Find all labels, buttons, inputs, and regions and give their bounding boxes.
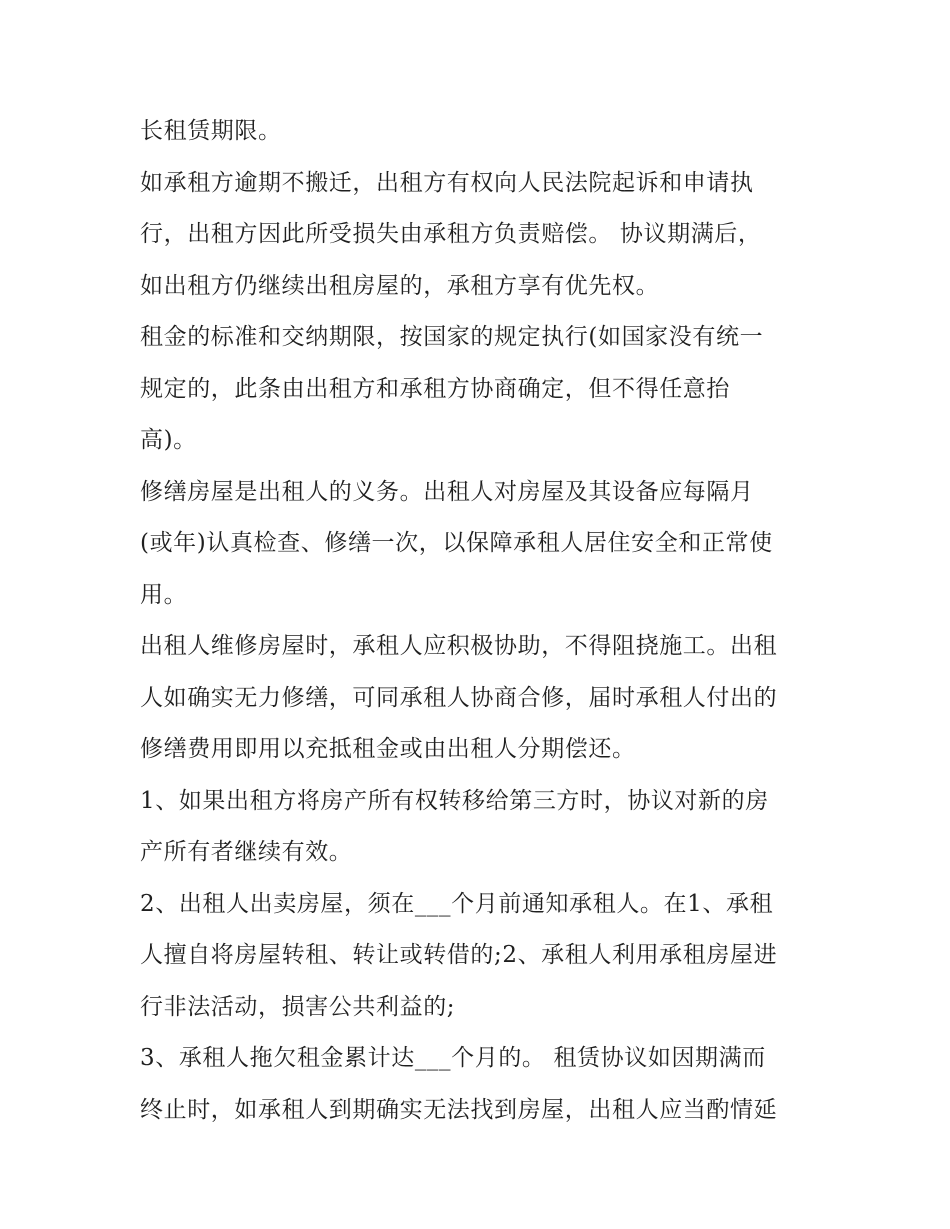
text-line: 1、如果出租方将房产所有权转移给第三方时，协议对新的房	[140, 787, 769, 814]
text-line: 行非法活动，损害公共利益的;	[140, 993, 456, 1020]
text-line: 终止时，如承租人到期确实无法找到房屋，出租人应当酌情延	[140, 1096, 778, 1123]
text-line: 租金的标准和交纳期限，按国家的规定执行(如国家没有统一	[140, 324, 764, 350]
text-line: 用。	[140, 581, 188, 608]
text-line: 修缮费用即用以充抵租金或由出租人分期偿还。	[140, 736, 636, 762]
text-line: 行，出租方因此所受损失由承租方负责赔偿。 协议期满后，	[140, 221, 762, 247]
text-line: 产所有者继续有效。	[140, 839, 353, 865]
document-body	[140, 106, 820, 1136]
text-line: 如出租方仍继续出租房屋的，承租方享有优先权。	[140, 272, 660, 299]
text-line: 出租人维修房屋时，承租人应积极协助，不得阻挠施工。出租	[140, 633, 778, 659]
text-line: 人如确实无力修缮，可同承租人协商合修，届时承租人付出的	[140, 684, 778, 711]
text-line: 如承租方逾期不搬迁，出租方有权向人民法院起诉和申请执	[140, 169, 754, 196]
text-line: 3、承租人拖欠租金累计达___个月的。 租赁协议如因期满而	[140, 1045, 766, 1071]
text-line: 长租赁期限。	[140, 118, 282, 144]
text-line: 规定的，此条由出租方和承租方协商确定，但不得任意抬	[140, 375, 730, 402]
text-line: (或年)认真检查、修缮一次，以保障承租人居住安全和正常使	[140, 530, 773, 556]
text-line: 高)。	[140, 427, 197, 453]
text-line: 2、出租人出卖房屋，须在___个月前通知承租人。在1、承租	[140, 890, 774, 917]
text-line: 修缮房屋是出租人的义务。出租人对房屋及其设备应每隔月	[140, 478, 754, 505]
text-line: 人擅自将房屋转租、转让或转借的;2、承租人利用承租房屋进	[140, 942, 778, 968]
